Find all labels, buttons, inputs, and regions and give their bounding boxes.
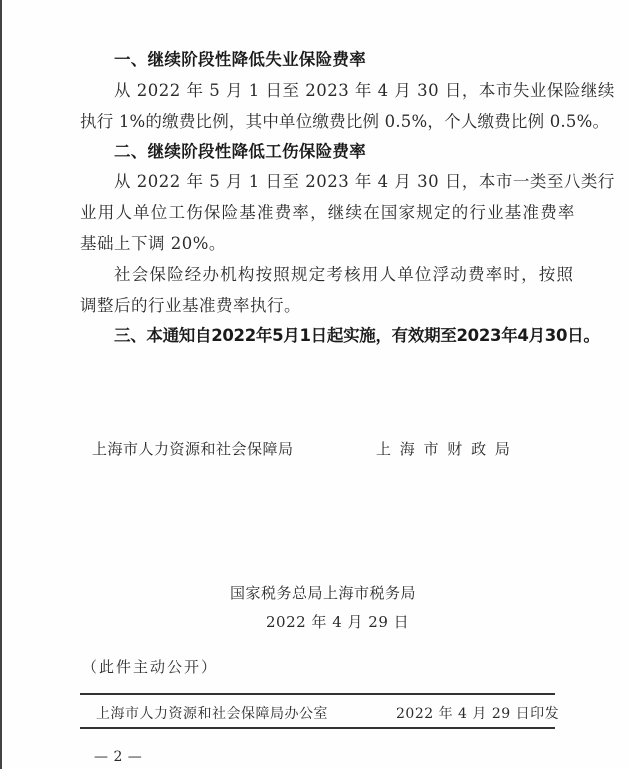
paragraph-2-line-2: 业用人单位工伤保险基准费率，继续在国家规定的行业基准费率 [80,203,576,222]
paragraph-3-line-1: 社会保险经办机构按照规定考核用人单位浮动费率时，按照 [114,265,575,284]
section-heading-1: 一、继续阶段性降低失业保险费率 [114,50,366,69]
paragraph-1-line-2: 执行 1%的缴费比例，其中单位缴费比例 0.5%，个人缴费比例 0.5%。 [80,112,610,131]
signature-org-finance: 上 海 市 财 政 局 [376,440,512,458]
footer-issue-date: 2022 年 4 月 29 日印发 [396,706,560,722]
signature-org-hrss: 上海市人力资源和社会保障局 [92,440,294,458]
footer-bottom-rule [80,727,555,729]
page-left-border [0,0,2,769]
footer-issuer: 上海市人力资源和社会保障局办公室 [96,706,328,722]
paragraph-1-line-1: 从 2022 年 5 月 1 日至 2023 年 4 月 30 日，本市失业保险继续 [114,81,615,100]
paragraph-2-line-3: 基础上下调 20%。 [80,234,226,253]
signature-date: 2022 年 4 月 29 日 [266,613,410,631]
paragraph-3-line-2: 调整后的行业基准费率执行。 [80,296,301,315]
section-heading-2: 二、继续阶段性降低工伤保险费率 [114,142,366,161]
paragraph-2-line-1: 从 2022 年 5 月 1 日至 2023 年 4 月 30 日，本市一类至八类行 [114,172,615,191]
section-heading-3: 三、本通知自2022年5月1日起实施，有效期至2023年4月30日。 [114,326,600,345]
disclosure-note: （此件主动公开） [82,658,219,676]
footer-top-rule [80,693,555,695]
page-number: — 2 — [94,749,143,765]
signature-org-tax: 国家税务总局上海市税务局 [230,584,417,602]
